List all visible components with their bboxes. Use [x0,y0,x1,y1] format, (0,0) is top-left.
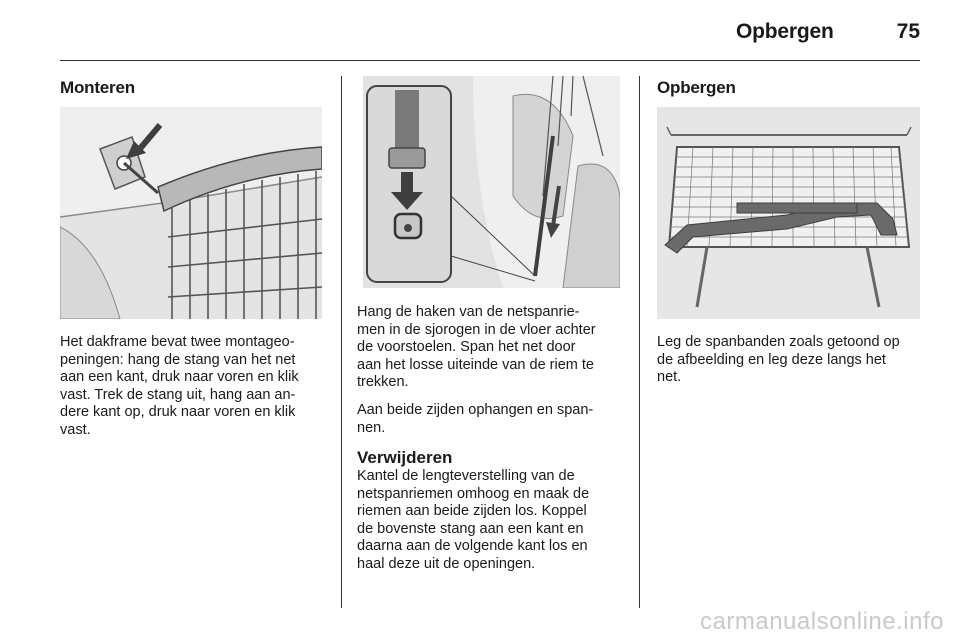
section-title-opbergen: Opbergen [657,78,736,97]
header-divider [60,60,920,61]
folded-net-illustration [657,107,920,319]
page-header-title: Opbergen [736,20,834,43]
section-title-monteren: Monteren [60,78,135,97]
roof-frame-illustration [60,107,322,319]
figure-floor-lashing-eye [363,76,620,288]
paragraph-hang-both-sides: Aan beide zijden ophangen en span- nen. [357,402,594,436]
column-divider-left [341,76,342,608]
paragraph-hook-straps: Hang de haken van de netspanrie- men in de sjorogen in de vloer achter de voorstoelen. Span het net door aan het losse uiteinde van de riem te trekken. [357,304,596,391]
subheading-verwijderen: Verwijderen [357,448,453,467]
watermark: carmanualsonline.info [700,608,944,635]
paragraph-mounting-instructions: Het dakframe bevat twee montageo- peningen: hang de stang van het net aan een kant, druk naar voren en klik vast. Trek de stang uit, hang aan an- dere kant op, druk naar voren en klik vast. [60,334,299,438]
column-divider-right [639,76,640,608]
page-number: 75 [896,20,920,43]
figure-roof-frame [60,107,322,319]
paragraph-removal-instructions: Kantel de lengteverstelling van de netspanriemen omhoog en maak de riemen aan beide zijden los. Koppel de bovenste stang aan een kant en daarna aan de volgende kant los en haal deze uit de openingen. [357,468,590,572]
paragraph-storage-instructions: Leg de spanbanden zoals getoond op de afbeelding en leg deze langs het net. [657,334,900,386]
lashing-eye-illustration [363,76,620,288]
figure-folded-net [657,107,920,319]
